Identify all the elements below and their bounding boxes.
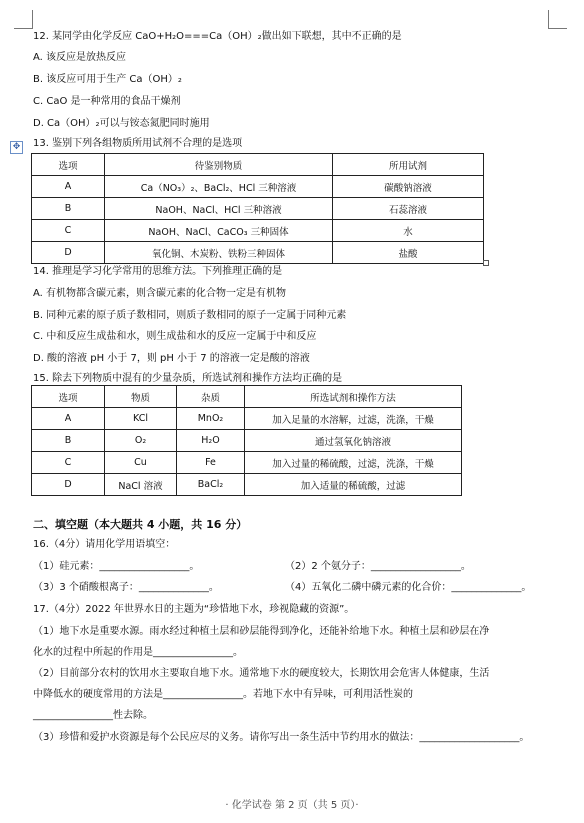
- table-header-cell: 物质: [105, 386, 177, 408]
- table-cell: 水: [333, 220, 484, 242]
- q13-stem: 13. 鉴别下列各组物质所用试剂不合理的是选项: [33, 138, 243, 149]
- crop-mark-top-left: [14, 10, 33, 29]
- table-row: [32, 154, 484, 176]
- table-header-cell: 选项: [32, 154, 105, 176]
- table-cell: A: [32, 408, 105, 430]
- table-header-cell: 杂质: [177, 386, 245, 408]
- section-title: 二、填空题（本大题共 4 小题，共 16 分）: [33, 518, 248, 531]
- table-cell: NaCl 溶液: [105, 474, 177, 496]
- q16-item-4: （4）五氧化二磷中磷元素的化合价：______________。: [285, 582, 532, 593]
- table-header-cell: 选项: [32, 386, 105, 408]
- q14-option-c: C. 中和反应生成盐和水，则生成盐和水的反应一定属于中和反应: [33, 331, 317, 342]
- q12-option-a: A. 该反应是放热反应: [33, 52, 127, 63]
- q16-item-1: （1）硅元素：__________________。: [33, 561, 200, 572]
- table-cell: Fe: [177, 452, 245, 474]
- table-cell: 通过氢氧化钠溶液: [245, 430, 462, 452]
- q14-stem: 14. 推理是学习化学常用的思维方法。下列推理正确的是: [33, 266, 283, 277]
- crop-mark-top-right: [548, 10, 567, 29]
- q13-table: [31, 153, 484, 264]
- q15-stem: 15. 除去下列物质中混有的少量杂质，所选试剂和操作方法均正确的是: [33, 373, 343, 384]
- table-cell: 加入过量的稀硫酸，过滤，洗涤，干燥: [245, 452, 462, 474]
- table-cell: B: [32, 198, 105, 220]
- table-row: [32, 198, 484, 220]
- q17-part2-line2: 中降低水的硬度常用的方法是________________。若地下水中有异味，可利用活性炭的: [33, 689, 413, 700]
- table-header-cell: 所选试剂和操作方法: [245, 386, 462, 408]
- q16-item-2: （2）2 个氨分子：__________________。: [285, 561, 471, 572]
- table-cell: NaOH、NaCl、CaCO₃ 三种固体: [105, 220, 333, 242]
- q14-option-b: B. 同种元素的原子质子数相同，则质子数相同的原子一定属于同种元素: [33, 310, 347, 321]
- table-cell: Ca（NO₃）₂、BaCl₂、HCl 三种溶液: [105, 176, 333, 198]
- table-cell: D: [32, 474, 105, 496]
- table-cell: 氧化铜、木炭粉、铁粉三种固体: [105, 242, 333, 264]
- table-resize-handle[interactable]: [483, 260, 489, 266]
- table-row: [32, 474, 462, 496]
- table-cell: C: [32, 220, 105, 242]
- table-cell: O₂: [105, 430, 177, 452]
- q16-stem: 16.（4分）请用化学用语填空：: [33, 539, 176, 550]
- table-cell: B: [32, 430, 105, 452]
- q17-part1-line1: （1）地下水是重要水源。雨水经过种植土层和砂层能得到净化，还能补给地下水。种植土层和砂层在净: [33, 626, 490, 637]
- table-header-cell: 待鉴别物质: [105, 154, 333, 176]
- q12-option-d: D. Ca（OH）₂可以与铵态氮肥同时施用: [33, 118, 210, 129]
- table-row: [32, 220, 484, 242]
- table-row: [32, 242, 484, 264]
- table-cell: KCl: [105, 408, 177, 430]
- table-cell: MnO₂: [177, 408, 245, 430]
- q12-stem: 12. 某同学由化学反应 CaO+H₂O===Ca（OH）₂做出如下联想，其中不正确的是: [33, 31, 402, 42]
- page-footer: · 化学试卷 第 2 页（共 5 页）·: [225, 800, 359, 811]
- table-cell: 碳酸钠溶液: [333, 176, 484, 198]
- table-row: [32, 452, 462, 474]
- q17-part3: （3）珍惜和爱护水资源是每个公民应尽的义务。请你写出一条生活中节约用水的做法：____________________。: [33, 732, 530, 743]
- table-row: [32, 176, 484, 198]
- q15-table: [31, 385, 462, 496]
- table-cell: 盐酸: [333, 242, 484, 264]
- q14-option-a: A. 有机物都含碳元素，则含碳元素的化合物一定是有机物: [33, 288, 287, 299]
- table-row: [32, 386, 462, 408]
- table-cell: BaCl₂: [177, 474, 245, 496]
- q17-part2-line1: （2）目前部分农村的饮用水主要取自地下水。通常地下水的硬度较大，长期饮用会危害人体健康，生活: [33, 668, 490, 679]
- table-cell: NaOH、NaCl、HCl 三种溶液: [105, 198, 333, 220]
- q16-item-3: （3）3 个硝酸根离子：______________。: [33, 582, 219, 593]
- table-cell: 加入足量的水溶解，过滤，洗涤，干燥: [245, 408, 462, 430]
- q12-option-b: B. 该反应可用于生产 Ca（OH）₂: [33, 74, 182, 85]
- table-cell: Cu: [105, 452, 177, 474]
- table-move-icon[interactable]: ✥: [10, 141, 23, 154]
- q17-part1-line2: 化水的过程中所起的作用是________________。: [33, 647, 243, 658]
- table-row: [32, 430, 462, 452]
- table-cell: 加入适量的稀硫酸，过滤: [245, 474, 462, 496]
- table-cell: C: [32, 452, 105, 474]
- q17-stem: 17.（4分）2022 年世界水日的主题为“珍惜地下水，珍视隐藏的资源”。: [33, 604, 355, 615]
- table-row: [32, 408, 462, 430]
- table-cell: 石蕊溶液: [333, 198, 484, 220]
- q17-part2-line3: ________________性去除。: [33, 710, 153, 721]
- q14-option-d: D. 酸的溶液 pH 小于 7，则 pH 小于 7 的溶液一定是酸的溶液: [33, 353, 310, 364]
- table-cell: A: [32, 176, 105, 198]
- table-cell: H₂O: [177, 430, 245, 452]
- q12-option-c: C. CaO 是一种常用的食品干燥剂: [33, 96, 181, 107]
- table-header-cell: 所用试剂: [333, 154, 484, 176]
- table-cell: D: [32, 242, 105, 264]
